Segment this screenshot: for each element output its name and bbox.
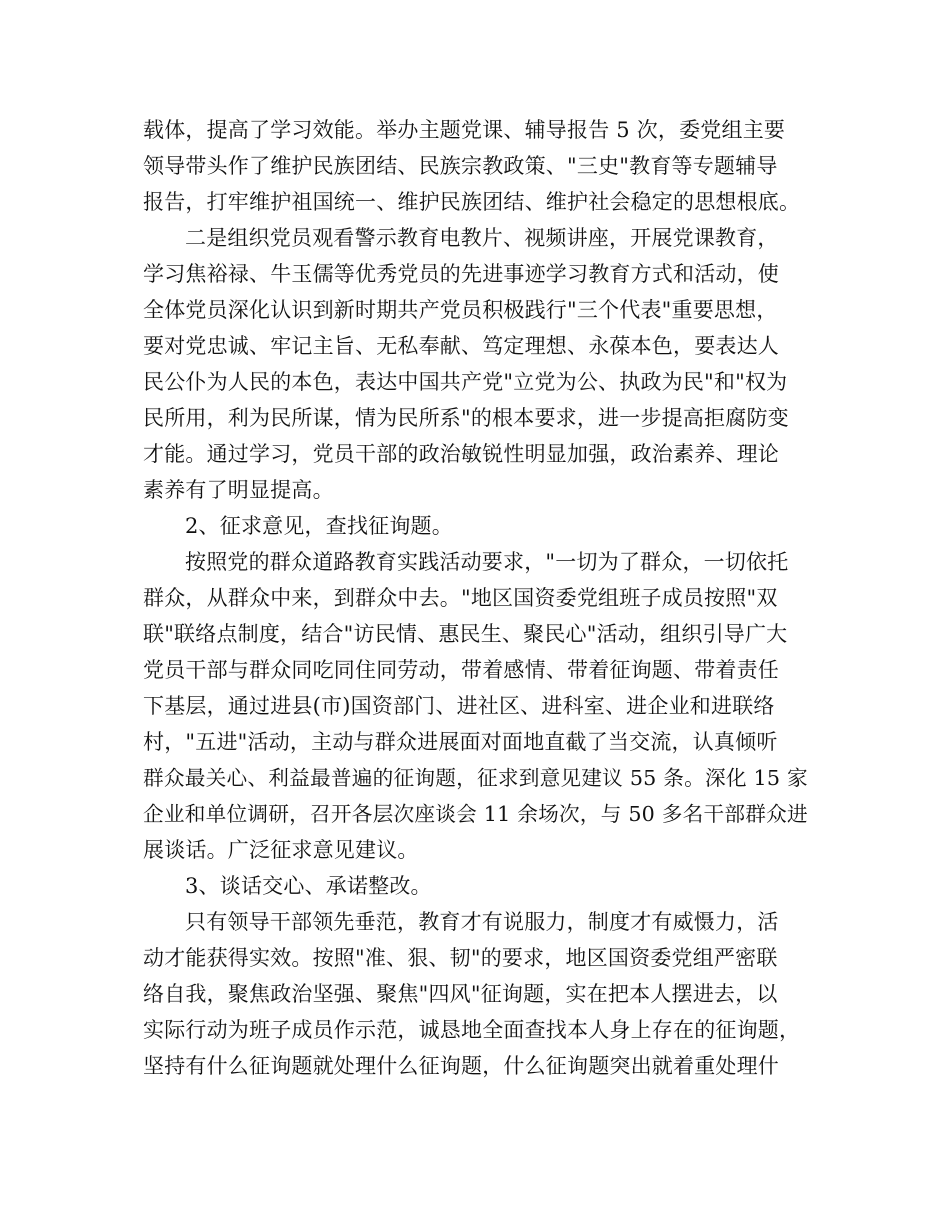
text-line: 联"联络点制度，结合"访民情、惠民生、聚民心"活动，组织引导广大 xyxy=(143,622,788,646)
text-line: 村，"五进"活动，主动与群众进展面对面地直截了当交流，认真倾听 xyxy=(143,730,778,754)
text-line: 素养有了明显提高。 xyxy=(143,478,334,502)
text-line: 要对党忠诚、牢记主旨、无私奉献、笃定理想、永葆本色，要表达人 xyxy=(143,334,779,358)
text-line: 民公仆为人民的本色，表达中国共产党"立党为公、执政为民"和"权为 xyxy=(143,370,788,394)
text-line: 下基层，通过进县(市)国资部门、进社区、进科室、进企业和进联络 xyxy=(143,694,775,718)
section-heading: 2、征求意见，查找征询题。 xyxy=(185,514,453,538)
text-line: 全体党员深化认识到新时期共产党员积极践行"三个代表"重要思想， xyxy=(143,298,778,322)
text-line: 只有领导干部领先垂范，教育才有说服力，制度才有威慑力，活 xyxy=(185,910,779,934)
text-line: 民所用，利为民所谋，情为民所系"的根本要求，进一步提高拒腐防变 xyxy=(143,406,789,430)
text-line: 按照党的群众道路教育实践活动要求，"一切为了群众，一切依托 xyxy=(185,550,789,574)
text-line: 群众，从群众中来，到群众中去。"地区国资委党组班子成员按照"双 xyxy=(143,586,778,610)
text-line: 络自我，聚焦政治坚强、聚焦"四风"征询题，实在把本人摆进去，以 xyxy=(143,982,778,1006)
text-line: 企业和单位调研，召开各层次座谈会 11 余场次，与 50 多名干部群众进 xyxy=(143,802,808,826)
text-line: 才能。通过学习，党员干部的政治敏锐性明显加强，政治素养、理论 xyxy=(143,442,779,466)
text-line: 学习焦裕禄、牛玉儒等优秀党员的先进事迹学习教育方式和活动，使 xyxy=(143,262,779,286)
text-line: 展谈话。广泛征求意见建议。 xyxy=(143,838,419,862)
text-line: 党员干部与群众同吃同住同劳动，带着感情、带着征询题、带着责任 xyxy=(143,658,779,682)
text-line: 报告，打牢维护祖国统一、维护民族团结、维护社会稳定的思想根底。 xyxy=(143,190,801,214)
text-line: 动才能获得实效。按照"准、狠、韧"的要求，地区国资委党组严密联 xyxy=(143,946,778,970)
text-line: 载体，提高了学习效能。举办主题党课、辅导报告 5 次，委党组主要 xyxy=(143,118,786,142)
text-line: 坚持有什么征询题就处理什么征询题，什么征询题突出就着重处理什 xyxy=(143,1054,779,1078)
section-heading: 3、谈话交心、承诺整改。 xyxy=(185,874,432,898)
text-line: 领导带头作了维护民族团结、民族宗教政策、"三史"教育等专题辅导 xyxy=(143,154,778,178)
text-line: 实际行动为班子成员作示范，诚恳地全面查找本人身上存在的征询题， xyxy=(143,1018,801,1042)
text-line: 群众最关心、利益最普遍的征询题，征求到意见建议 55 条。深化 15 家 xyxy=(143,766,808,790)
text-line: 二是组织党员观看警示教育电教片、视频讲座，开展党课教育， xyxy=(185,226,779,250)
